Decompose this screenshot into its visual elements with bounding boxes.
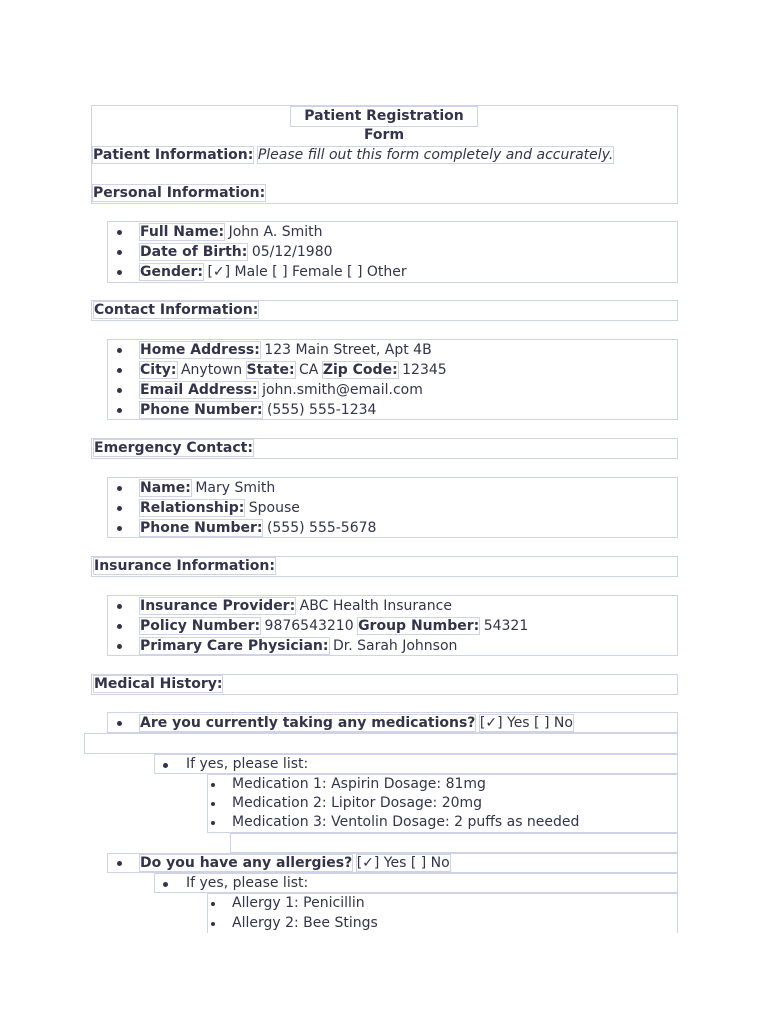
policy-value: 9876543210 [264, 618, 354, 634]
full-name-label: Full Name: [140, 224, 225, 240]
medication-item: Medication 2: Lipitor Dosage: 20mg [232, 795, 483, 811]
bullet [117, 408, 122, 413]
dob-value: 05/12/1980 [251, 244, 333, 260]
patient-info-note: Please fill out this form completely and accurately. [257, 147, 614, 163]
bullet [117, 486, 122, 491]
bullet [117, 230, 122, 235]
contact-header [91, 300, 678, 321]
city-value: Anytown [180, 362, 243, 378]
provider-value: ABC Health Insurance [299, 598, 452, 614]
medications-answer: [✓] Yes [ ] No [479, 715, 573, 731]
medication-item: Medication 1: Aspirin Dosage: 81mg [232, 776, 486, 792]
dob-label: Date of Birth: [140, 244, 248, 260]
insurance-header [91, 556, 678, 577]
medical-header-label: Medical History: [94, 676, 223, 692]
zip-value: 12345 [402, 362, 447, 378]
bullet [117, 526, 122, 531]
empty-row [84, 733, 678, 754]
gender-value: [✓] Male [ ] Female [ ] Other [207, 264, 407, 280]
empty-row [230, 833, 678, 853]
medications-question-label: Are you currently taking any medications? [140, 715, 476, 731]
list-item-home-address [140, 341, 432, 359]
personal-header-label: Personal Information: [93, 185, 266, 201]
personal-header [93, 184, 265, 202]
emergency-phone-label: Phone Number: [140, 520, 263, 536]
list-item-full-name [140, 223, 323, 241]
bullet [117, 721, 122, 726]
bullet [211, 802, 215, 806]
list-item-dob [140, 243, 333, 261]
list-item-emergency-name [140, 479, 275, 497]
list-item-emergency-phone [140, 519, 376, 537]
allergies-answer: [✓] Yes [ ] No [356, 855, 450, 871]
list-item-relationship [140, 499, 300, 517]
list-item-email [140, 381, 423, 399]
list-item-gender [140, 263, 407, 281]
bullet [117, 348, 122, 353]
bullet [117, 250, 122, 255]
zip-label: Zip Code: [322, 362, 398, 378]
bullet [117, 861, 122, 866]
bullet [163, 763, 168, 768]
medical-header [91, 674, 678, 695]
full-name-value: John A. Smith [228, 224, 323, 240]
patient-info-label: Patient Information: [93, 147, 254, 163]
state-label: State: [246, 362, 295, 378]
bullet [117, 388, 122, 393]
email-label: Email Address: [140, 382, 258, 398]
state-value: CA [299, 362, 319, 378]
emergency-header-label: Emergency Contact: [94, 440, 253, 456]
bullet [117, 368, 122, 373]
provider-label: Insurance Provider: [140, 598, 296, 614]
allergy-item: Allergy 1: Penicillin [232, 895, 365, 911]
phone-label: Phone Number: [140, 402, 263, 418]
relationship-value: Spouse [248, 500, 300, 516]
list-item-policy [140, 617, 528, 635]
bullet [117, 506, 122, 511]
patient-info-line [93, 146, 613, 164]
contact-header-label: Contact Information: [94, 302, 259, 318]
list-item-phone [140, 401, 376, 419]
emergency-phone-value: (555) 555-5678 [266, 520, 377, 536]
insurance-header-label: Insurance Information: [94, 558, 275, 574]
medications-question [140, 714, 573, 732]
emergency-name-label: Name: [140, 480, 191, 496]
bullet [117, 270, 122, 275]
bullet [211, 922, 215, 926]
email-value: john.smith@email.com [262, 382, 423, 398]
medication-item: Medication 3: Ventolin Dosage: 2 puffs as needed [232, 814, 580, 830]
allergies-if-yes: If yes, please list: [186, 875, 309, 891]
form-title: Patient Registration Form [290, 106, 478, 127]
physician-value: Dr. Sarah Johnson [332, 638, 458, 654]
city-label: City: [140, 362, 177, 378]
emergency-header [91, 438, 678, 459]
list-item-provider [140, 597, 452, 615]
allergy-item: Allergy 2: Bee Stings [232, 915, 378, 931]
bullet [163, 882, 168, 887]
allergies-question-label: Do you have any allergies? [140, 855, 353, 871]
list-item-physician [140, 637, 457, 655]
group-label: Group Number: [358, 618, 480, 634]
bullet [117, 604, 122, 609]
allergies-question [140, 854, 450, 872]
bullet [117, 624, 122, 629]
list-item-city [140, 361, 447, 379]
bullet [117, 644, 122, 649]
bullet [211, 902, 215, 906]
gender-label: Gender: [140, 264, 203, 280]
bullet [211, 783, 215, 787]
policy-label: Policy Number: [140, 618, 261, 634]
home-address-label: Home Address: [140, 342, 260, 358]
relationship-label: Relationship: [140, 500, 245, 516]
physician-label: Primary Care Physician: [140, 638, 329, 654]
medications-if-yes: If yes, please list: [186, 756, 309, 772]
emergency-name-value: Mary Smith [195, 480, 276, 496]
phone-value: (555) 555-1234 [266, 402, 377, 418]
home-address-value: 123 Main Street, Apt 4B [264, 342, 432, 358]
bullet [211, 821, 215, 825]
group-value: 54321 [483, 618, 529, 634]
